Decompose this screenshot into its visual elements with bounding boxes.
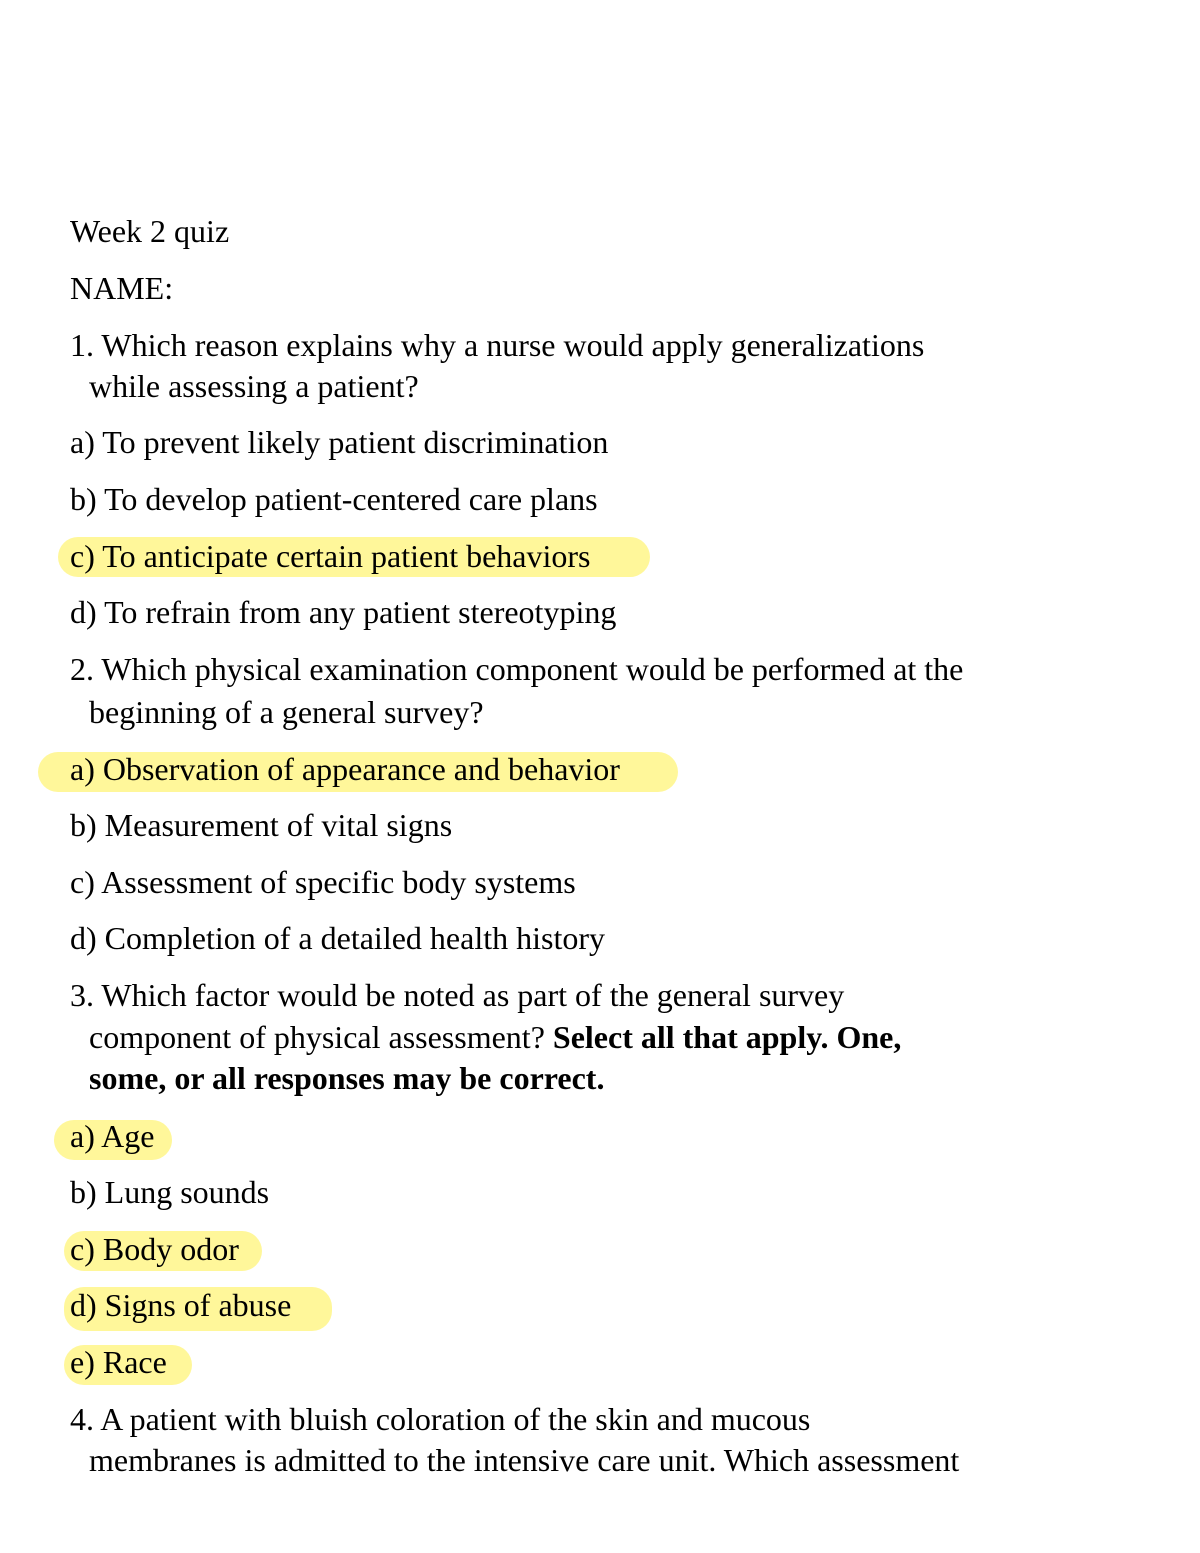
question-3-instruction-cont: some, or all responses may be correct. [89, 1060, 605, 1096]
question-3-stem-text: component of physical assessment? [89, 1019, 545, 1055]
name-label: NAME: [70, 270, 174, 306]
question-1-option-b: b) To develop patient-centered care plans [70, 481, 598, 517]
question-3-stem: 3. Which factor would be noted as part of the general survey [70, 977, 845, 1013]
question-1-option-d: d) To refrain from any patient stereotyping [70, 594, 617, 630]
question-1-stem-cont: while assessing a patient? [89, 368, 419, 404]
question-1-option-c: c) To anticipate certain patient behaviors [70, 538, 591, 574]
question-3-option-b: b) Lung sounds [70, 1174, 270, 1210]
quiz-title: Week 2 quiz [70, 213, 230, 249]
question-4-stem-cont: membranes is admitted to the intensive care unit. Which assessment [89, 1442, 960, 1478]
question-1-option-a: a) To prevent likely patient discrimination [70, 424, 609, 460]
question-3-instruction: Select all that apply. One, [552, 1019, 902, 1055]
question-4-stem: 4. A patient with bluish coloration of the skin and mucous [70, 1401, 811, 1437]
question-3-option-c: c) Body odor [70, 1231, 239, 1267]
question-2-option-d: d) Completion of a detailed health history [70, 920, 605, 956]
question-3-option-e: e) Race [70, 1344, 167, 1380]
question-3-option-d: d) Signs of abuse [70, 1287, 292, 1323]
question-2-stem: 2. Which physical examination component would be performed at the [70, 651, 964, 687]
question-2-option-b: b) Measurement of vital signs [70, 807, 453, 843]
question-3-stem-cont [89, 1017, 901, 1058]
question-2-option-c: c) Assessment of specific body systems [70, 864, 576, 900]
question-1-stem: 1. Which reason explains why a nurse would apply generalizations [70, 327, 925, 363]
question-3-option-a: a) Age [70, 1118, 155, 1154]
question-2-option-a: a) Observation of appearance and behavior [70, 751, 620, 787]
question-2-stem-cont: beginning of a general survey? [89, 694, 484, 730]
